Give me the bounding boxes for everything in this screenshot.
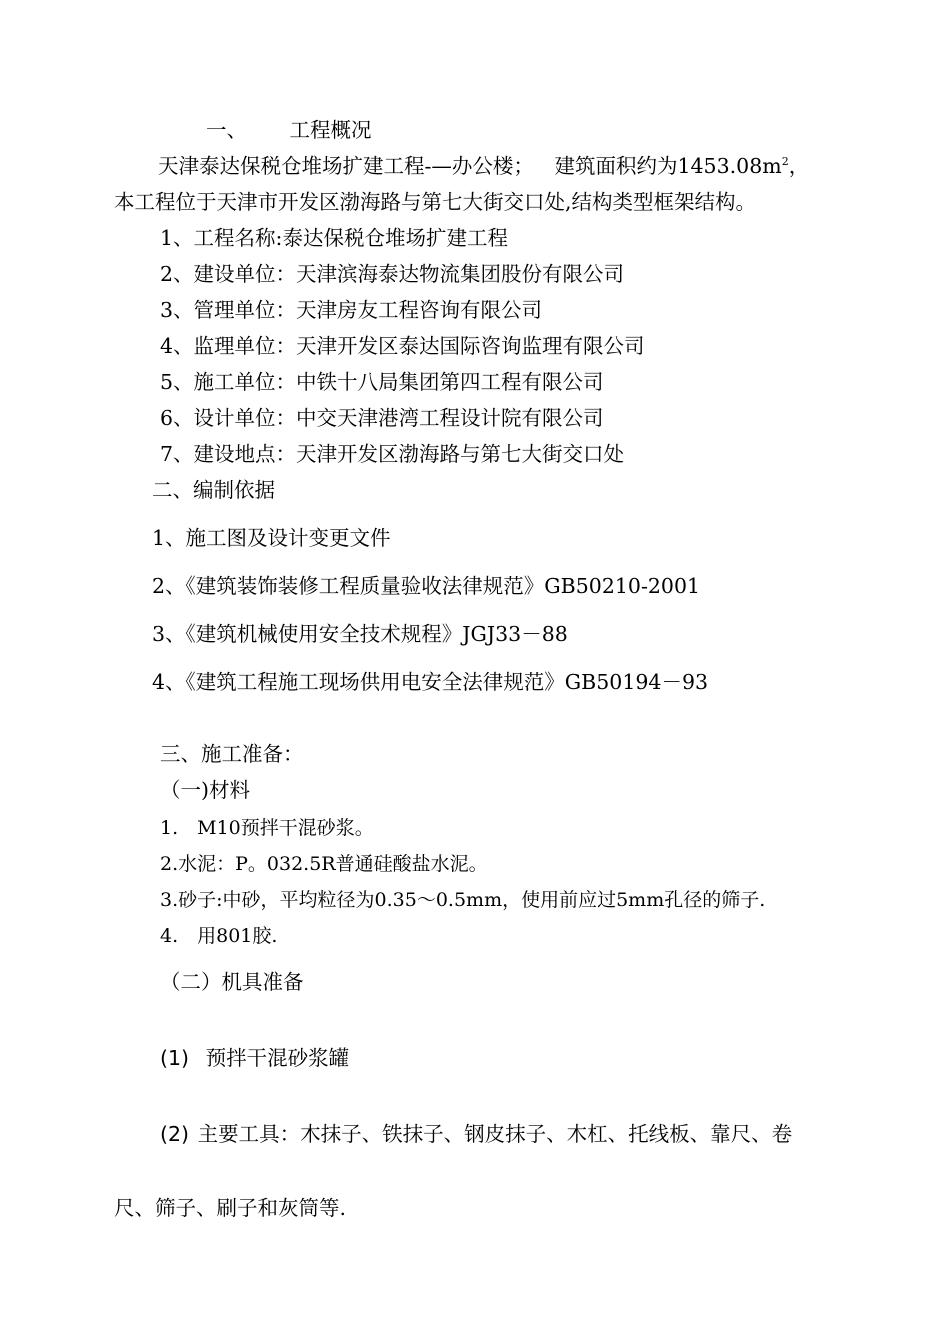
project-info-item: 6、设计单位：中交天津港湾工程设计院有限公司 bbox=[160, 406, 604, 430]
tool-item-1-number: (1) bbox=[160, 1046, 190, 1070]
basis-item: 1、施工图及设计变更文件 bbox=[152, 526, 391, 550]
intro-line-1-end: ， bbox=[788, 154, 810, 178]
section1-heading bbox=[206, 118, 372, 142]
project-info-item: 5、施工单位：中铁十八局集团第四工程有限公司 bbox=[160, 370, 604, 394]
area-unit-superscript: 2 bbox=[781, 155, 789, 168]
material-item: 3.砂子:中砂，平均粒径为0.35～0.5mm，使用前应过5mm孔径的筛子. bbox=[160, 889, 766, 911]
project-info-item: 7、建设地点：天津开发区渤海路与第七大街交口处 bbox=[160, 442, 625, 466]
tool-item-1-text: 预拌干混砂浆罐 bbox=[205, 1046, 350, 1070]
basis-item: 2、《建筑装饰装修工程质量验收法律规范》GB50210-2001 bbox=[152, 574, 701, 598]
project-info-item: 1、工程名称:泰达保税仓堆场扩建工程 bbox=[160, 226, 508, 250]
section3-heading: 三、施工准备： bbox=[160, 742, 304, 766]
tool-item-2-number: (2) bbox=[160, 1122, 190, 1146]
tool-item-2-continued: 尺、筛子、刷子和灰筒等. bbox=[114, 1196, 347, 1220]
project-info-item: 3、管理单位：天津房友工程咨询有限公司 bbox=[160, 298, 543, 322]
project-info-item: 4、监理单位：天津开发区泰达国际咨询监理有限公司 bbox=[160, 334, 645, 358]
material-item: 2.水泥：P。032.5R普通硅酸盐水泥。 bbox=[160, 853, 488, 875]
project-info-item: 2、建设单位：天津滨海泰达物流集团股份有限公司 bbox=[160, 262, 625, 286]
basis-item: 3、《建筑机械使用安全技术规程》JGJ33－88 bbox=[152, 622, 568, 646]
tools-heading: （二）机具准备 bbox=[160, 970, 304, 994]
section2-heading: 二、编制依据 bbox=[152, 478, 275, 502]
intro-building-area: 建筑面积约为1453.08m bbox=[554, 154, 782, 178]
section1-heading-text: 工程概况 bbox=[289, 118, 372, 142]
tool-item-1 bbox=[160, 1046, 349, 1070]
intro-line-2: 本工程位于天津市开发区渤海路与第七大街交口处,结构类型框架结构。 bbox=[114, 190, 757, 214]
material-item: 4. 用801胶. bbox=[160, 925, 278, 947]
basis-item: 4、《建筑工程施工现场供用电安全法律规范》GB50194－93 bbox=[152, 670, 709, 694]
section1-heading-number: 一、 bbox=[206, 118, 247, 142]
intro-line-1 bbox=[158, 154, 809, 178]
material-item: 1. M10预拌干混砂浆。 bbox=[160, 817, 374, 839]
materials-heading: （一)材料 bbox=[160, 778, 250, 802]
tool-item-2 bbox=[160, 1122, 792, 1146]
intro-project-name: 天津泰达保税仓堆场扩建工程-—办公楼； bbox=[158, 154, 534, 178]
tool-item-2-text: 主要工具：木抹子、铁抹子、钢皮抹子、木杠、托线板、靠尺、卷 bbox=[197, 1122, 793, 1146]
